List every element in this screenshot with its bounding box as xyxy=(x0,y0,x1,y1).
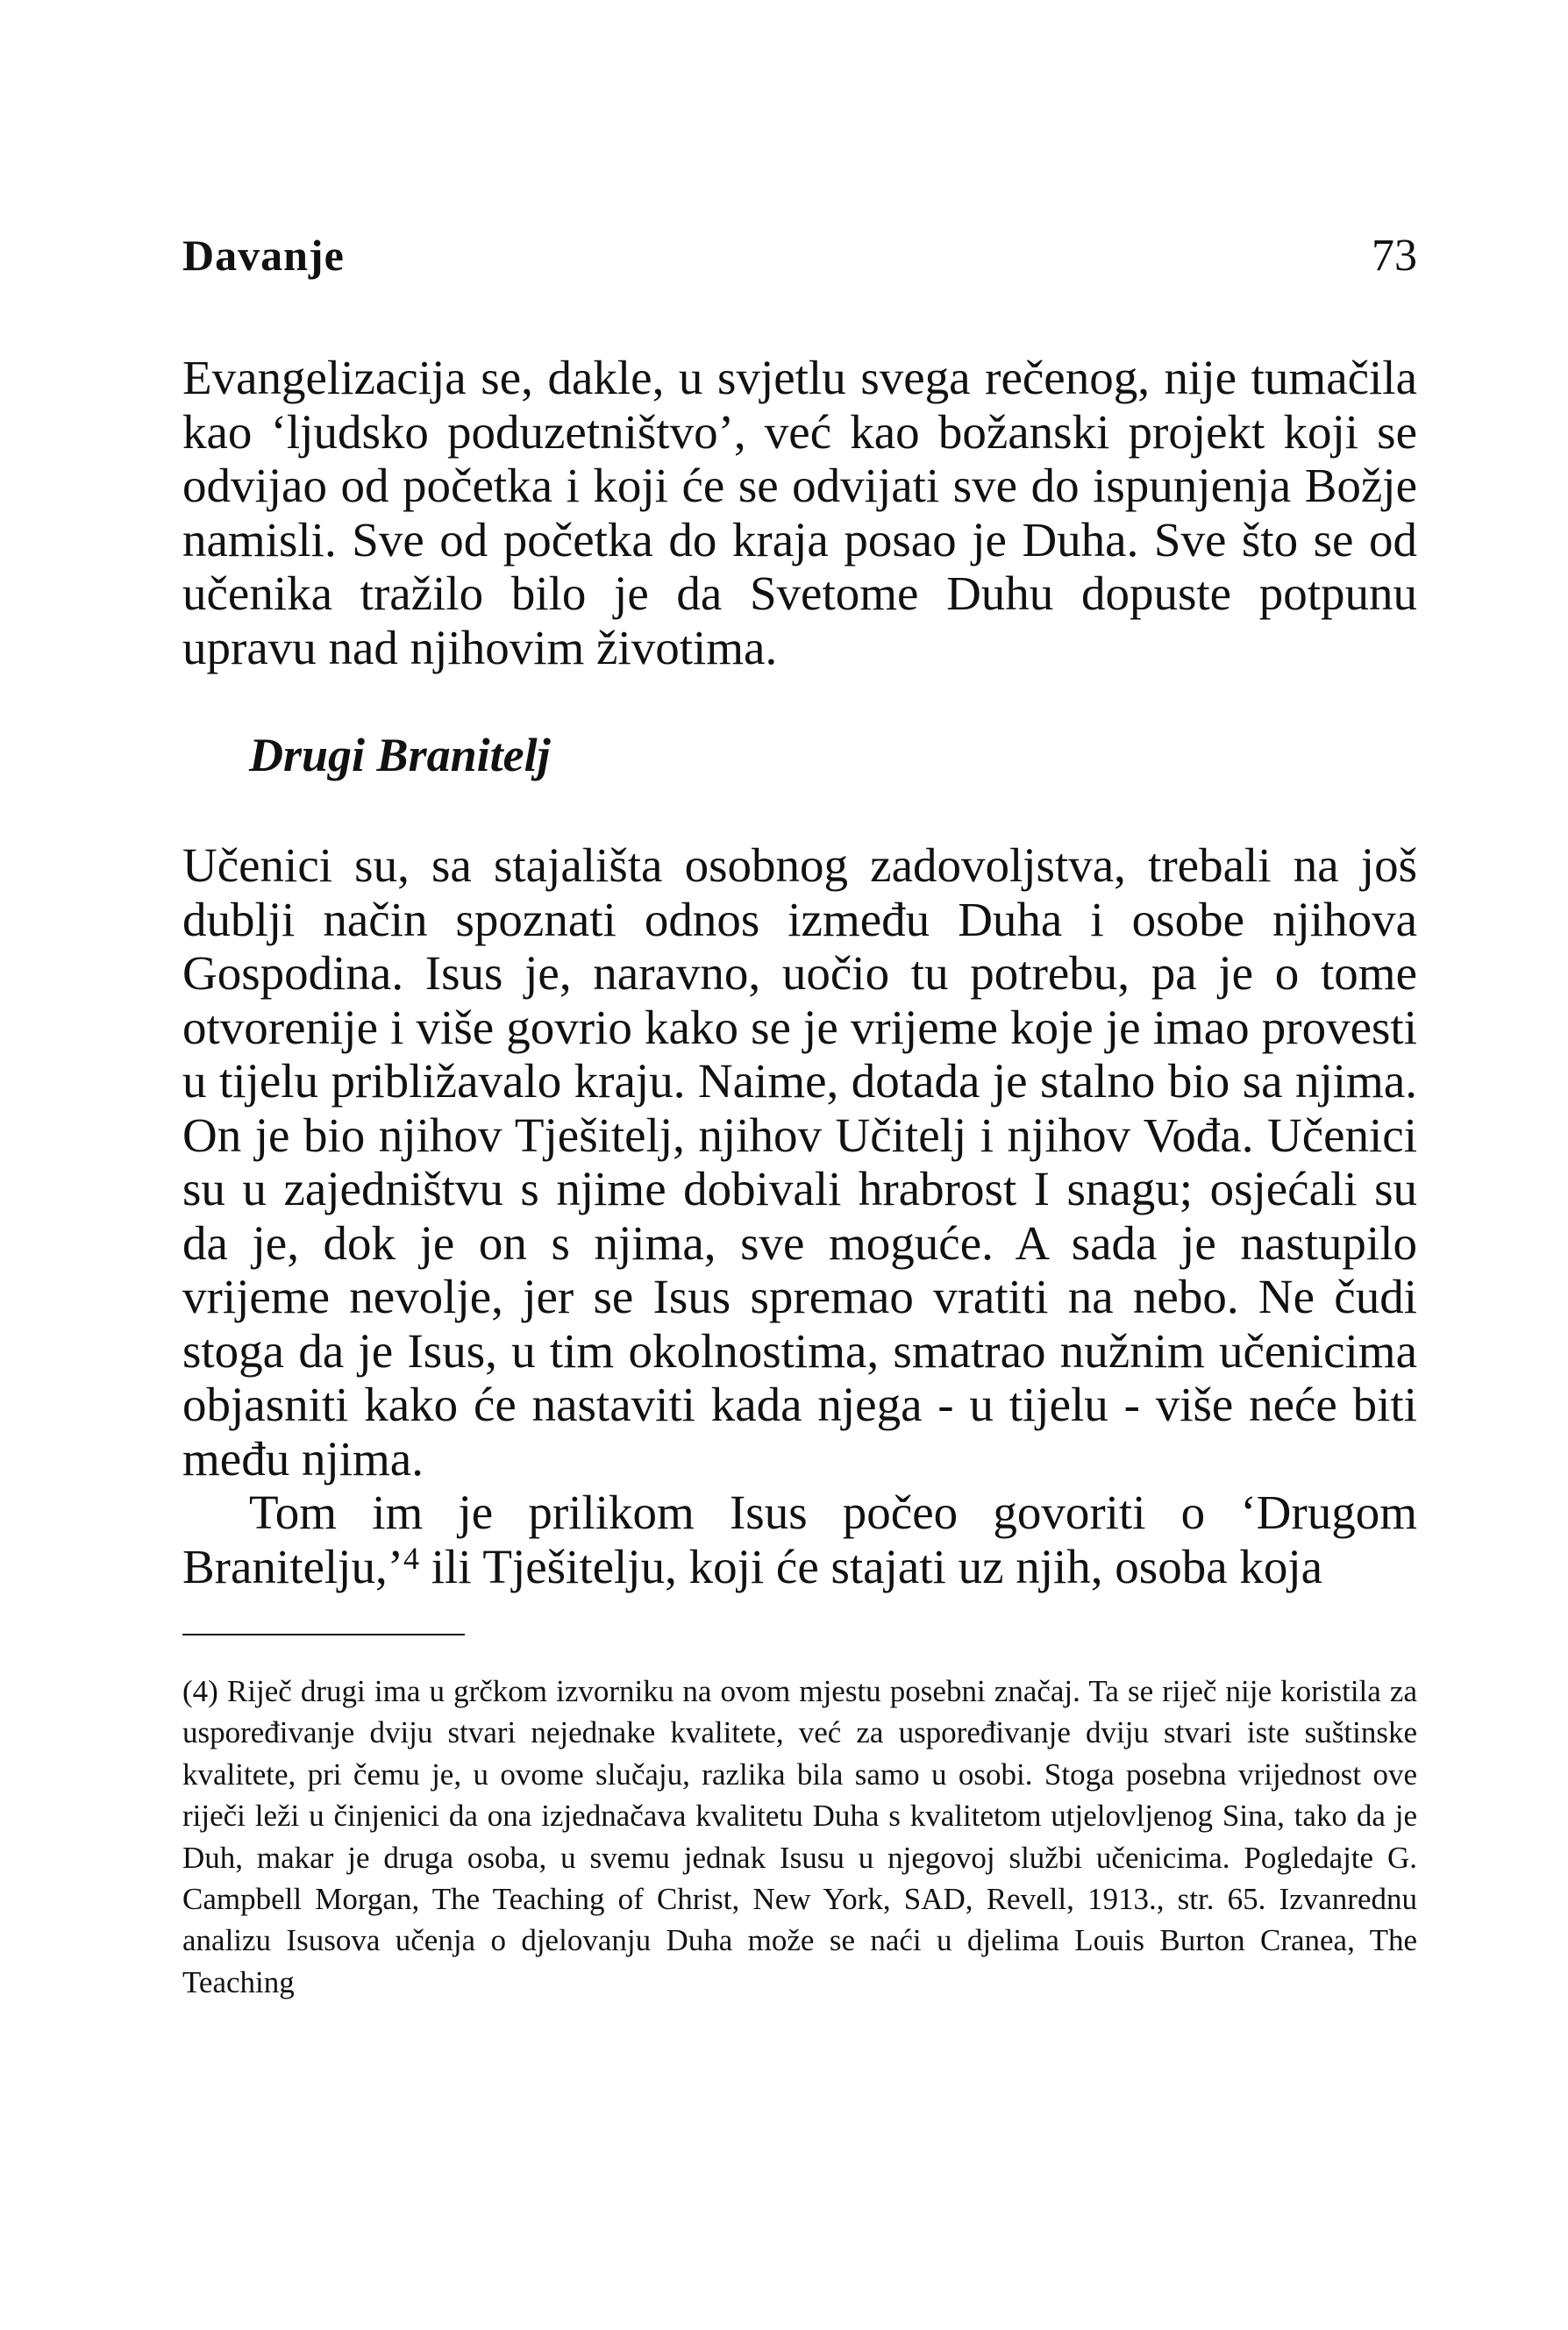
footnote-divider xyxy=(182,1634,465,1635)
book-page xyxy=(182,230,1417,2003)
running-header xyxy=(182,230,1417,291)
section-paragraph-1: Učenici su, sa stajališta osobnog zadovoljstva, trebali na još dublji način spoznati odnos između Duha i osobe njihova Gospodina. Isus je, naravno, uočio tu potrebu, pa je o tome otvorenije i više govrio kako se je vrijeme koje je imao provesti u tijelu približavalo kraju. Naime, dotada je stalno bio sa njima. On je bio njihov Tješitelj, njihov Učitelj i njihov Vođa. Učenici su u zajedništvu s njime dobivali hrabrost I snagu; osjećali su da je, dok je on s njima, sve moguće. A sada je nastupilo vrijeme nevolje, jer se Isus spremao vratiti na nebo. Ne čudi stoga da je Isus, u tim okolnostima, smatrao nužnim učenicima objasniti kako će nastaviti kada njega - u tijelu - više neće biti među njima. xyxy=(182,838,1417,1486)
page-number: 73 xyxy=(1372,231,1417,281)
section-paragraph-2 xyxy=(182,1486,1417,1593)
section-heading: Drugi Branitelj xyxy=(249,729,551,781)
footnotes xyxy=(182,1671,1417,2003)
paragraph-text-before-note: Tom im je prilikom Isus počeo govoriti o ‘Drugom Branitelju,’ xyxy=(182,1486,1417,1593)
paragraph-text-after-note: ili Tješitelju, koji će stajati uz njih, osoba koja xyxy=(419,1539,1323,1593)
chapter-title: Davanje xyxy=(182,231,345,280)
main-text xyxy=(182,351,1417,1593)
section-body xyxy=(182,838,1417,1593)
footnote-4: (4) Riječ drugi ima u grčkom izvorniku na ovom mjestu posebni značaj. Ta se riječ nije koristila za uspoređivanje dviju stvari nejednake kvalitete, već za uspoređivanje dviju stvari iste suštinske kvalitete, pri čemu je, u ovome slučaju, razlika bila samo u osobi. Stoga posebna vrijednost ove riječi leži u činjenici da ona izjednačava kvalitetu Duha s kvalitetom utjelovljenog Sina, tako da je Duh, makar je druga osoba, u svemu jednak Isusu u njegovoj službi učenicima. Pogledajte G. Campbell Morgan, The Teaching of Christ, New York, SAD, Revell, 1913., str. 65. Izvanrednu analizu Isusova učenja o djelovanju Duha može se naći u djelima Louis Burton Cranea, The Teaching xyxy=(182,1674,1417,1999)
footnote-reference[interactable]: 4 xyxy=(403,1540,420,1576)
intro-paragraph: Evangelizacija se, dakle, u svjetlu svega rečenog, nije tumačila kao ‘ljudsko poduzetništvo’, već kao božanski projekt koji se odvijao od početka i koji će se odvijati sve do ispunjenja Božje namisli. Sve od početka do kraja posao je Duha. Sve što se od učenika tražilo bilo je da Svetome Duhu dopuste potpunu upravu nad njihovim životima. xyxy=(182,351,1417,674)
